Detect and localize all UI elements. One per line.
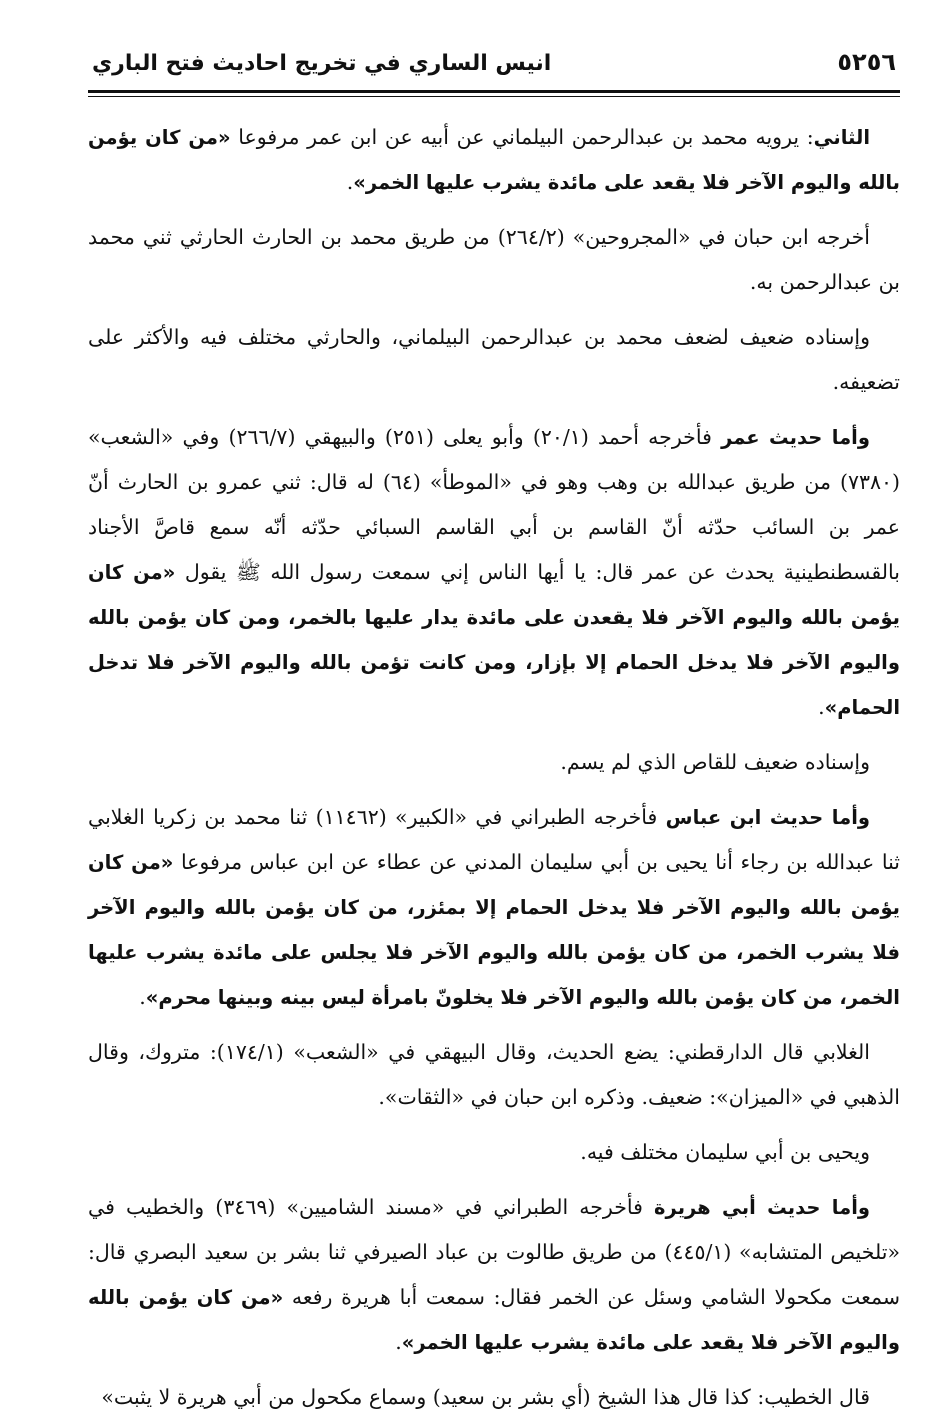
paragraph bbox=[88, 1375, 900, 1420]
text-run: وإسناده ضعيف لضعف محمد بن عبدالرحمن البيلماني، والحارثي مختلف فيه والأكثر على تضعيفه. bbox=[88, 325, 900, 394]
header-rule-thick bbox=[88, 90, 900, 93]
page-number: ٥٢٥٦ bbox=[837, 48, 896, 76]
running-title: انيس الساري في تخريج احاديث فتح الباري bbox=[92, 51, 552, 76]
paragraph bbox=[88, 1130, 900, 1175]
bold-text: وأما حديث أبي هريرة bbox=[654, 1196, 871, 1219]
text-run: وإسناده ضعيف للقاص الذي لم يسم. bbox=[560, 750, 870, 774]
text-run: . bbox=[395, 1330, 402, 1354]
paragraph bbox=[88, 215, 900, 305]
paragraph bbox=[88, 115, 900, 205]
bold-text: «من كان يؤمن بالله واليوم الآخر فلا يدخل الحمام إلا بمئزر، من كان يؤمن بالله واليوم الآخر فلا يشرب الخمر، من كان يؤمن بالله واليوم الآخر فلا يجلس على مائدة يشرب عليها الخمر، من كان يؤمن بالله واليوم الآخر فلا يخلونّ بامرأة ليس بينه وبينها محرم» bbox=[88, 851, 900, 1009]
bold-text: الثاني bbox=[813, 126, 871, 149]
bold-text: وأما حديث ابن عباس bbox=[665, 806, 870, 829]
paragraph bbox=[88, 415, 900, 730]
text-run: . bbox=[139, 985, 146, 1009]
page-body bbox=[88, 115, 900, 1420]
paragraph bbox=[88, 740, 900, 785]
text-run: أخرجه ابن حبان في «المجروحين» (٢٦٤/٢) من طريق محمد بن الحارث الحارثي ثني محمد بن عبدالرحمن به. bbox=[88, 225, 900, 294]
text-run: فأخرجه أحمد (٢٠/١) وأبو يعلى (٢٥١) والبيهقي (٢٦٦/٧) وفي «الشعب» (٧٣٨٠) من طريق عبدالله بن وهب وهو في «الموطأ» (٦٤) له قال: ثني عمرو بن الحارث أنّ عمر بن السائب حدّثه أنّ القاسم بن أبي القاسم السبائي حدّثه أنّه سمع قاصَّ الأجناد بالقسطنطينية يحدث عن عمر قال: يا أيها الناس إني سمعت رسول الله ﷺ يقول bbox=[88, 425, 900, 584]
running-header bbox=[88, 48, 900, 88]
text-run: قال الخطيب: كذا قال هذا الشيخ (أي بشر بن سعيد) وسماع مكحول من أبي هريرة لا يثبت» bbox=[101, 1385, 870, 1409]
book-page bbox=[88, 48, 901, 1409]
text-run: فأخرجه الطبراني في «الكبير» (١١٤٦٢) ثنا محمد بن زكريا الغلابي ثنا عبدالله بن رجاء أنا يحيى بن أبي سليمان المدني عن عطاء عن ابن عباس مرفوعا bbox=[88, 805, 900, 874]
paragraph bbox=[88, 1030, 900, 1120]
bold-text: وأما حديث عمر bbox=[721, 426, 870, 449]
paragraph bbox=[88, 315, 900, 405]
header-rule-thin bbox=[88, 96, 900, 97]
text-run: . bbox=[818, 695, 825, 719]
bold-text: «من كان يؤمن بالله واليوم الآخر فلا يقعدن على مائدة يدار عليها بالخمر، ومن كان يؤمن بالله واليوم الآخر فلا يدخل الحمام إلا بإزار، ومن كانت تؤمن بالله واليوم الآخر فلا تدخل الحمام» bbox=[88, 561, 900, 719]
text-run: : يرويه محمد بن عبدالرحمن البيلماني عن أبيه عن ابن عمر مرفوعا bbox=[230, 125, 814, 149]
text-run: . bbox=[346, 170, 354, 194]
bold-text: «من كان يؤمن بالله واليوم الآخر فلا يقعد على مائدة يشرب عليها الخمر» bbox=[88, 126, 900, 194]
text-run: الغلابي قال الدارقطني: يضع الحديث، وقال البيهقي في «الشعب» (١٧٤/١): متروك، وقال الذهبي في «الميزان»: ضعيف. وذكره ابن حبان في «الثقات». bbox=[88, 1040, 900, 1109]
paragraph bbox=[88, 795, 900, 1020]
text-run: فأخرجه الطبراني في «مسند الشاميين» (٣٤٦٩) والخطيب في «تلخيص المتشابه» (٤٤٥/١) من طريق طالوت بن عباد الصيرفي ثنا بشر بن سعيد البصري قال: سمعت مكحولا الشامي وسئل عن الخمر فقال: سمعت أبا هريرة رفعه bbox=[88, 1195, 901, 1309]
text-run: ويحيى بن أبي سليمان مختلف فيه. bbox=[580, 1140, 870, 1164]
bold-text: «من كان يؤمن بالله واليوم الآخر فلا يقعد على مائدة يشرب عليها الخمر» bbox=[88, 1286, 900, 1354]
paragraph bbox=[88, 1185, 900, 1365]
